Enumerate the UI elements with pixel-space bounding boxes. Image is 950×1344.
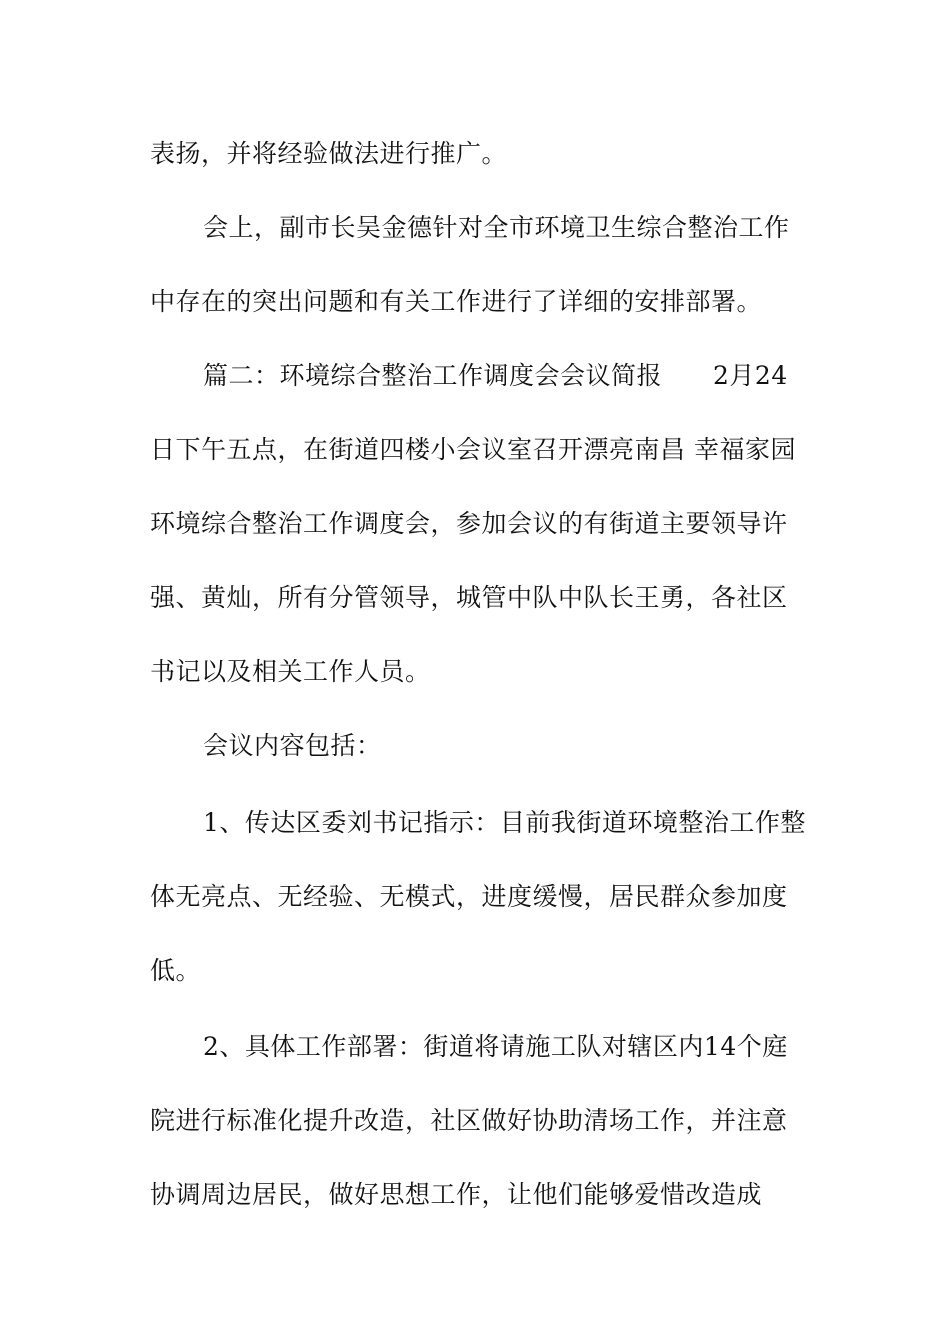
text-line: 环境综合整治工作调度会，参加会议的有街道主要领导许 [150,509,788,538]
text-line: 会议内容包括： [203,731,382,760]
text-line: 篇二：环境综合整治工作调度会会议简报 2月24 [203,361,788,390]
text-line: 协调周边居民，做好思想工作，让他们能够爱惜改造成 [150,1180,763,1209]
text-line: 书记以及相关工作人员。 [150,657,431,686]
text-line: 中存在的突出问题和有关工作进行了详细的安排部署。 [150,287,763,316]
text-line: 会上，副市长吴金德针对全市环境卫生综合整治工作 [203,213,790,242]
text-line: 低。 [150,956,202,985]
text-line: 院进行标准化提升改造，社区做好协助清场工作，并注意 [150,1106,788,1135]
text-line: 体无亮点、无经验、无模式，进度缓慢，居民群众参加度 [150,882,788,911]
text-line: 日下午五点，在街道四楼小会议室召开漂亮南昌 幸福家园 [150,435,796,464]
text-line: 2、具体工作部署：街道将请施工队对辖区内14个庭 [203,1032,788,1061]
text-line: 表扬，并将经验做法进行推广。 [150,139,508,168]
text-line: 1、传达区委刘书记指示：目前我街道环境整治工作整 [203,808,806,837]
text-line: 强、黄灿，所有分管领导，城管中队中队长王勇，各社区 [150,583,788,612]
